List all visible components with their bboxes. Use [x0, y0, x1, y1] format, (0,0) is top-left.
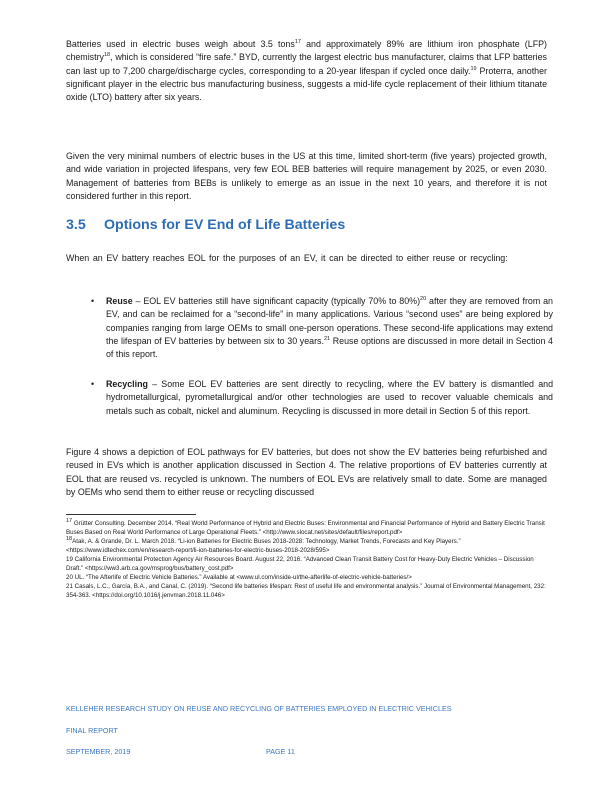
footer-date-page — [66, 747, 295, 756]
section-number: 3.5 — [66, 217, 86, 233]
list-item-reuse — [66, 295, 553, 361]
eol-options-list — [66, 295, 553, 361]
footer-study-title: KELLEHER RESEARCH STUDY ON REUSE AND RECYCLING OF BATTERIES EMPLOYED IN ELECTRIC VEHICLES — [66, 704, 452, 713]
text-run: Proterra, another significant player in the electric bus manufacturing business, suggests a mid-life cycle replacement of their lithium titanate oxide (LTO) battery after six years. — [66, 65, 547, 103]
footnote-ref-19[interactable]: 19 — [470, 65, 477, 72]
footer-page-number: PAGE 11 — [266, 747, 295, 756]
text-run: , which is considered “fire safe.” BYD, currently the largest electric bus manufacturer, claims that LFP batteries can last up to 7,200 charge/discharge cycles, corresponding to a 20-year lifespan if cycled once daily. — [66, 52, 547, 76]
footnote-ref-17[interactable]: 17 — [294, 39, 301, 46]
footnote-18 — [66, 537, 552, 555]
footnote-19: 19 California Environmental Protection Agency Air Resources Board. August 22, 2016. “Advanced Clean Transit Battery Cost for Heavy-Duty Electric Vehicles – Discussion Draft.” <https://ww3.arb.ca.gov/msprog/bus/battery_cost.pdf> — [66, 556, 534, 572]
footer-date: SEPTEMBER, 2019 — [66, 747, 131, 756]
bullet-icon: • — [91, 296, 95, 306]
text-run: and approximately 89% are lithium iron phosphate (LFP) chemistry — [66, 39, 547, 63]
footnote-number: 18 — [66, 535, 73, 542]
footnote-17 — [66, 519, 552, 537]
paragraph-eol-intro: When an EV battery reaches EOL for the purposes of an EV, it can be directed to either reuse or recycling: — [66, 253, 508, 263]
text-run: – EOL EV batteries still have significant capacity (typically 70% to 80%) — [132, 296, 421, 306]
section-title: Options for EV End of Life Batteries — [104, 217, 346, 233]
footnote-ref-21[interactable]: 21 — [323, 335, 331, 342]
footnote-number: 17 — [66, 517, 73, 524]
term-recycling: Recycling — [106, 379, 148, 389]
footer-report-label: FINAL REPORT — [66, 726, 118, 735]
eol-options-list-continued — [66, 378, 553, 418]
paragraph-figure-4: Figure 4 shows a depiction of EOL pathways for EV batteries, but does not show the EV batteries being refurbished and reused in EVs which is another application discussed in Section 4. The relative proportions of EV batteries currently at EOL that are reused vs. recycled is unknown. The numbers of EOL EVs are relatively small to date. Some are managed by OEMs who send them to either reuse or recycling discussed — [66, 447, 547, 497]
footnote-text: Grütter Consulting. December 2014. “Real World Performance of Hybrid and Electric Buses: Environmental and Financial Performance of Hybrid and Battery Electric Transit Buses Based on Real World Performance of Large Operational Fleets.” <http://www.slocat.net/sites/default/files/report.pdf> — [66, 520, 545, 536]
text-run: Reuse options are discussed in more detail in Section 4 of this report. — [106, 335, 553, 360]
paragraph-electric-bus-batteries — [66, 38, 547, 104]
footnotes — [66, 519, 552, 600]
term-reuse: Reuse — [106, 296, 133, 306]
list-item-recycling — [66, 378, 553, 418]
footnote-ref-18[interactable]: 18 — [103, 52, 111, 59]
footnote-divider — [66, 514, 196, 515]
footnote-21: 21 Casals, L.C., García, B.A., and Canal, C. (2019). “Second life batteries lifespan: Rest of useful life and environmental analysis.” Journal of Environmental Management, 232: 354-363. <https://doi.org/10.1016/j.jenvman.2018.11.046> — [66, 583, 546, 599]
footnote-text: Atak, A. & Grande, Dr. L. March 2018. “Li-ion Batteries for Electric Buses 2018-2028: Technology, Market Trends, Forecasts and Key Players.” <https://www.idtechex.com/en/research-report/li-ion-batteries-for-electric-buses-2018-2028/595> — [66, 538, 461, 554]
paragraph-beb-management: Given the very minimal numbers of electric buses in the US at this time, limited short-term (five years) projected growth, and wide variation in projected lifespans, very few EOL BEB batteries will require management by 2025, or even 2030. Management of batteries from BEBs is unlikely to emerge as an issue in the next 10 years, and therefore it is not considered further in this report. — [66, 151, 547, 201]
text-run: after they are removed from an EV, and can be reclaimed for a “second-life” in many applications. Various “second uses” are being explored by companies ranging from large OEMs to small one-person operations. These second-life applications may extend the lifespan of EV batteries by between six to 30 years. — [106, 296, 553, 346]
footnote-20: 20 UL. “The Afterlife of Electric Vehicle Batteries.” Available at <www.ul.com/inside-ul/the-afterlife-of-electric-vehicle-batteries/> — [66, 574, 412, 581]
text-run: – Some EOL EV batteries are sent directly to recycling, where the EV battery is dismantled and hydrometallurgical, pyrometallurgical and/or other technologies are used to recover valuable chemicals and metals such as cobalt, nickel and aluminum. Recycling is discussed in more detail in Section 5 of this report. — [106, 379, 553, 416]
section-heading — [66, 217, 345, 233]
text-run: Batteries used in electric buses weigh about 3.5 tons — [66, 39, 295, 49]
bullet-icon: • — [91, 379, 95, 389]
footnote-ref-20[interactable]: 20 — [420, 296, 427, 303]
